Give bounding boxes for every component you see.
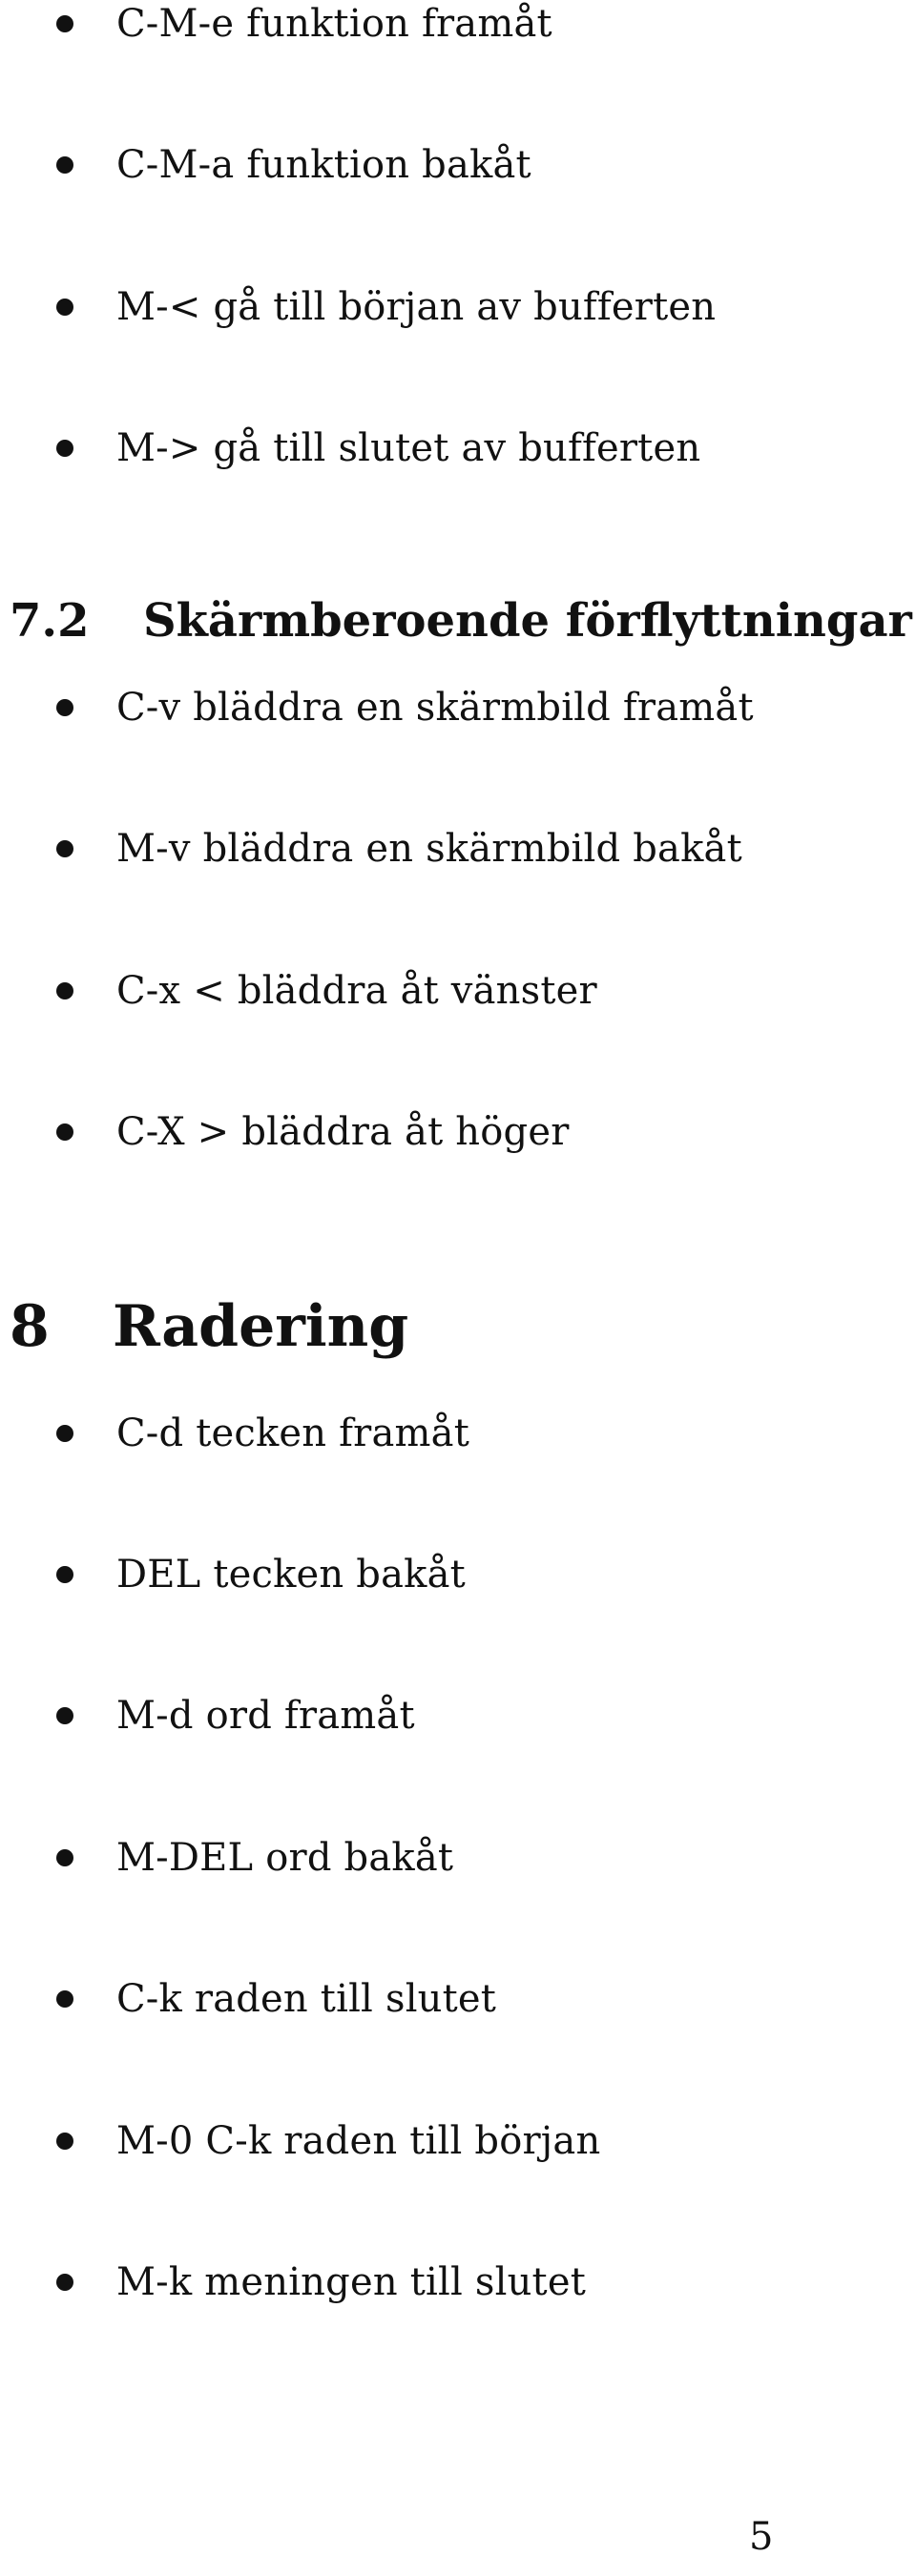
list-item-text: C-X > bläddra åt höger <box>116 1110 570 1154</box>
list-item-text: M-k meningen till slutet <box>116 2260 586 2304</box>
bullet-icon <box>56 2133 73 2150</box>
section-number: 8 <box>10 1293 50 1360</box>
bullet-icon <box>56 699 73 716</box>
bullet-icon <box>56 1707 73 1724</box>
subsection-title: Skärmberoende förflyttningar <box>143 594 912 648</box>
list-item-text: C-x < bläddra åt vänster <box>116 969 597 1013</box>
list-item-text: M-> gå till slutet av bufferten <box>116 426 701 470</box>
bullet-icon <box>56 299 73 316</box>
list-item-text: M-v bläddra en skärmbild bakåt <box>116 827 742 871</box>
bullet-icon <box>56 15 73 32</box>
list-item-text: DEL tecken bakåt <box>116 1553 466 1597</box>
bullet-icon <box>56 2274 73 2291</box>
bullet-icon <box>56 982 73 999</box>
bullet-icon <box>56 440 73 457</box>
bullet-icon <box>56 840 73 857</box>
bullet-icon <box>56 156 73 174</box>
bullet-icon <box>56 1566 73 1583</box>
list-item-text: M-< gå till början av bufferten <box>116 285 717 329</box>
list-item-text: C-M-a funktion bakåt <box>116 143 531 187</box>
list-item-text: M-d ord framåt <box>116 1694 415 1738</box>
bullet-icon <box>56 1849 73 1866</box>
list-item-text: M-0 C-k raden till början <box>116 2119 601 2163</box>
list-item-text: C-M-e funktion framåt <box>116 2 552 46</box>
bullet-icon <box>56 1123 73 1141</box>
bullet-icon <box>56 1425 73 1442</box>
bullet-icon <box>56 1990 73 2008</box>
list-item-text: C-k raden till slutet <box>116 1977 497 2021</box>
page-number: 5 <box>749 2515 774 2559</box>
section-title: Radering <box>113 1293 409 1360</box>
list-item-text: C-v bläddra en skärmbild framåt <box>116 686 754 730</box>
list-item-text: C-d tecken framåt <box>116 1412 470 1455</box>
list-item-text: M-DEL ord bakåt <box>116 1836 454 1880</box>
subsection-number: 7.2 <box>10 594 90 648</box>
